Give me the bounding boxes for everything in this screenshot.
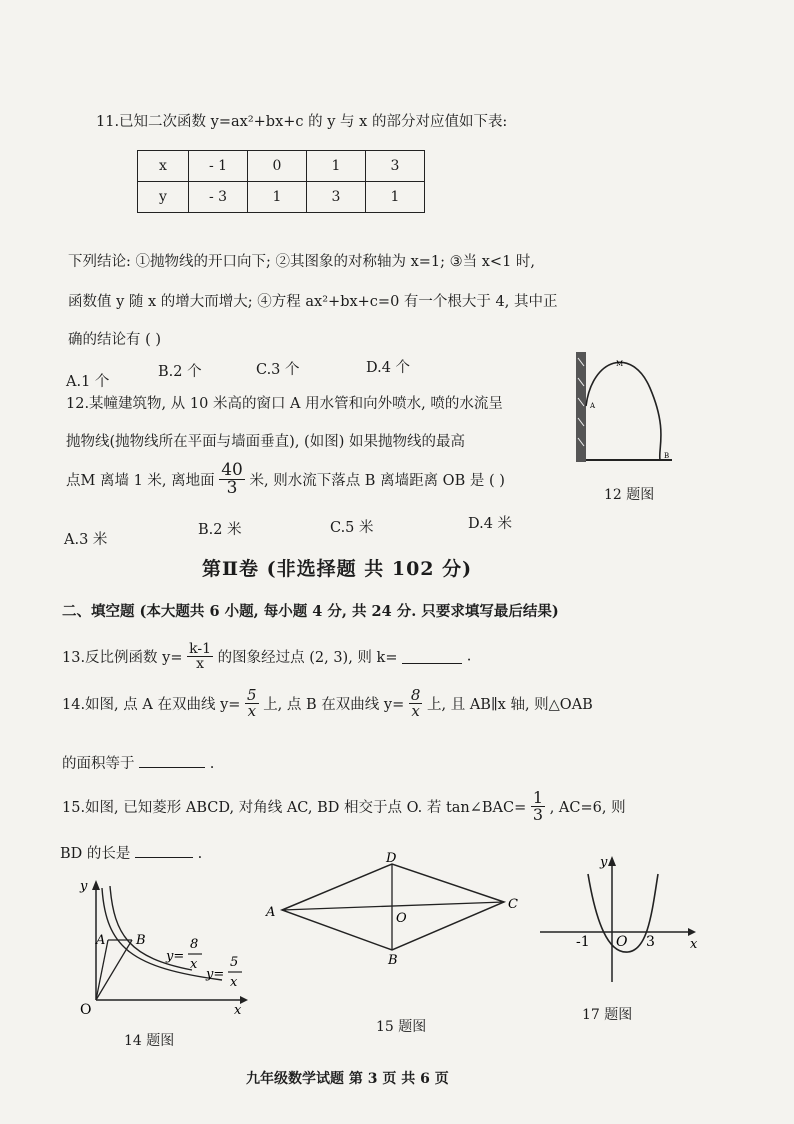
fig17-label-neg1: -1 (576, 934, 590, 950)
table-cell: y (138, 182, 189, 213)
q15-post: , AC=6, 则 (549, 800, 626, 816)
table-cell: - 3 (189, 182, 248, 213)
part2-title: 第Ⅱ卷 (非选择题 共 102 分) (202, 558, 473, 580)
table-cell: 1 (366, 182, 425, 213)
q13-line (62, 642, 471, 671)
fig17-label-y: y (600, 855, 608, 870)
page-footer: 九年级数学试题 第 3 页 共 6 页 (246, 1071, 449, 1087)
table-cell: x (138, 151, 189, 182)
fig12-diagram (572, 348, 678, 470)
fig12-caption: 12 题图 (604, 487, 655, 503)
fig14-curve-5 (102, 888, 225, 982)
fig14-curve8-den: x (190, 957, 198, 972)
q15-line2-text: BD 的长是 (60, 846, 131, 862)
q13-answer-blank[interactable] (402, 649, 462, 664)
fig15-label-d: D (386, 851, 397, 866)
table-row (138, 182, 425, 213)
q11-value-table (137, 150, 425, 213)
q11-option-b: B.2 个 (158, 364, 202, 380)
q15-end: . (197, 846, 203, 862)
fraction-denominator: 3 (532, 805, 544, 824)
fig15-diagonal-ac (282, 902, 504, 910)
fig17-diagram (536, 848, 716, 988)
fig17-label-3: 3 (646, 934, 655, 950)
fig17-label-o: O (616, 934, 628, 950)
fig12-parabola (586, 362, 661, 460)
table-row (138, 151, 425, 182)
table-cell: - 1 (189, 151, 248, 182)
fraction-denominator: 3 (226, 478, 238, 498)
fraction-numerator: 8 (410, 686, 421, 704)
fraction-numerator: 1 (532, 788, 544, 807)
fraction-denominator: x (411, 702, 420, 720)
fig17-label-x: x (690, 937, 698, 952)
fig12-label-a: A (590, 402, 596, 410)
q15-pre: 15.如图, 已知菱形 ABCD, 对角线 AC, BD 相交于点 O. 若 tan∠BAC= (62, 800, 527, 816)
fig15-label-o: O (396, 911, 407, 926)
fig15-label-a: A (266, 905, 276, 920)
q13-end: . (466, 648, 472, 665)
fig14-curve5-num: 5 (230, 955, 239, 970)
q11-line3: 确的结论有 ( ) (68, 332, 162, 348)
q14-fraction-8 (409, 688, 423, 719)
q11-line2: 函数值 y 随 x 的增大而增大; ④方程 ax²+bx+c=0 有一个根大于 4, 其中正 (68, 294, 558, 310)
q11-option-a: A.1 个 (66, 374, 110, 390)
q13-post: 的图象经过点 (2, 3), 则 k= (217, 650, 398, 666)
fig17-x-arrow (688, 928, 696, 936)
q15-line1 (62, 790, 626, 823)
fig14-curve5-den: x (230, 975, 238, 990)
q14-line2-text: 的面积等于 (62, 756, 135, 772)
q11-line1: 下列结论: ①抛物线的开口向下; ②其图象的对称轴为 x=1; ③当 x<1 时, (68, 254, 536, 270)
fig15-label-c: C (508, 897, 518, 912)
fig14-curve8-prefix: y= (166, 949, 185, 964)
table-cell: 1 (248, 182, 307, 213)
fig14-curve5-prefix: y= (206, 967, 225, 982)
fig14-label-y: y (80, 879, 88, 894)
table-cell: 0 (248, 151, 307, 182)
fig12-label-m: M (616, 360, 624, 368)
fig15-caption: 15 题图 (376, 1019, 427, 1035)
table-cell: 3 (366, 151, 425, 182)
q11-stem: 11.已知二次函数 y=ax²+bx+c 的 y 与 x 的部分对应值如下表: (96, 114, 508, 130)
q14-mid: 上, 点 B 在双曲线 y= (263, 697, 405, 713)
q12-line2: 抛物线(抛物线所在平面与墙面垂直), (如图) 如果抛物线的最高 (66, 434, 465, 450)
q14-post: 上, 且 AB∥x 轴, 则△OAB (427, 697, 593, 713)
fig14-label-x: x (234, 1003, 242, 1016)
q14-answer-blank[interactable] (139, 753, 205, 768)
fig15-rhombus (282, 864, 504, 950)
q14-line1 (62, 688, 593, 719)
fig14-y-arrow (92, 880, 100, 890)
fig17-y-arrow (608, 856, 616, 866)
table-cell: 3 (307, 182, 366, 213)
fig14-diagram (72, 876, 252, 1016)
q12-line1: 12.某幢建筑物, 从 10 米高的窗口 A 用水管和向外喷水, 喷的水流呈 (66, 396, 503, 412)
fraction-numerator: 5 (247, 686, 257, 704)
q12-option-d: D.4 米 (468, 516, 513, 532)
section2-heading: 二、填空题 (本大题共 6 小题, 每小题 4 分, 共 24 分. 只要求填写最后结果) (62, 603, 559, 620)
fig17-caption: 17 题图 (582, 1007, 633, 1023)
fig12-label-b: B (664, 452, 670, 460)
q12-height-fraction (219, 462, 245, 497)
q15-answer-blank[interactable] (135, 843, 193, 858)
q13-pre: 13.反比例函数 y= (62, 650, 183, 666)
q15-fraction (531, 790, 545, 823)
q12-option-b: B.2 米 (198, 522, 242, 538)
fig14-label-o: O (80, 1002, 92, 1016)
fraction-numerator: 40 (221, 460, 243, 480)
fig15-label-b: B (388, 953, 398, 968)
fraction-denominator: x (247, 702, 257, 720)
fraction-denominator: x (196, 656, 205, 672)
q15-line2 (60, 842, 202, 863)
q12-line3 (66, 462, 505, 497)
q14-end: . (209, 756, 215, 772)
q11-option-c: C.3 个 (256, 362, 300, 378)
fig14-label-b: B (136, 933, 146, 948)
q11-option-d: D.4 个 (366, 360, 411, 376)
q12-line3-pre: 点M 离墙 1 米, 离地面 (66, 473, 215, 489)
q12-line3-post: 米, 则水流下落点 B 离墙距离 OB 是 ( ) (249, 473, 505, 489)
q12-option-c: C.5 米 (330, 520, 374, 536)
q12-option-a: A.3 米 (64, 532, 108, 548)
table-cell: 1 (307, 151, 366, 182)
fig14-curve8-num: 8 (190, 937, 199, 952)
q14-fraction-5 (245, 688, 259, 719)
q14-pre: 14.如图, 点 A 在双曲线 y= (62, 697, 241, 713)
fig12-wall (576, 352, 586, 462)
fig15-diagram (260, 850, 520, 970)
fig14-label-a: A (96, 933, 106, 948)
fraction-numerator: k-1 (189, 641, 211, 657)
fig14-caption: 14 题图 (124, 1033, 175, 1049)
q13-fraction (187, 642, 213, 671)
q14-line2 (62, 752, 214, 773)
